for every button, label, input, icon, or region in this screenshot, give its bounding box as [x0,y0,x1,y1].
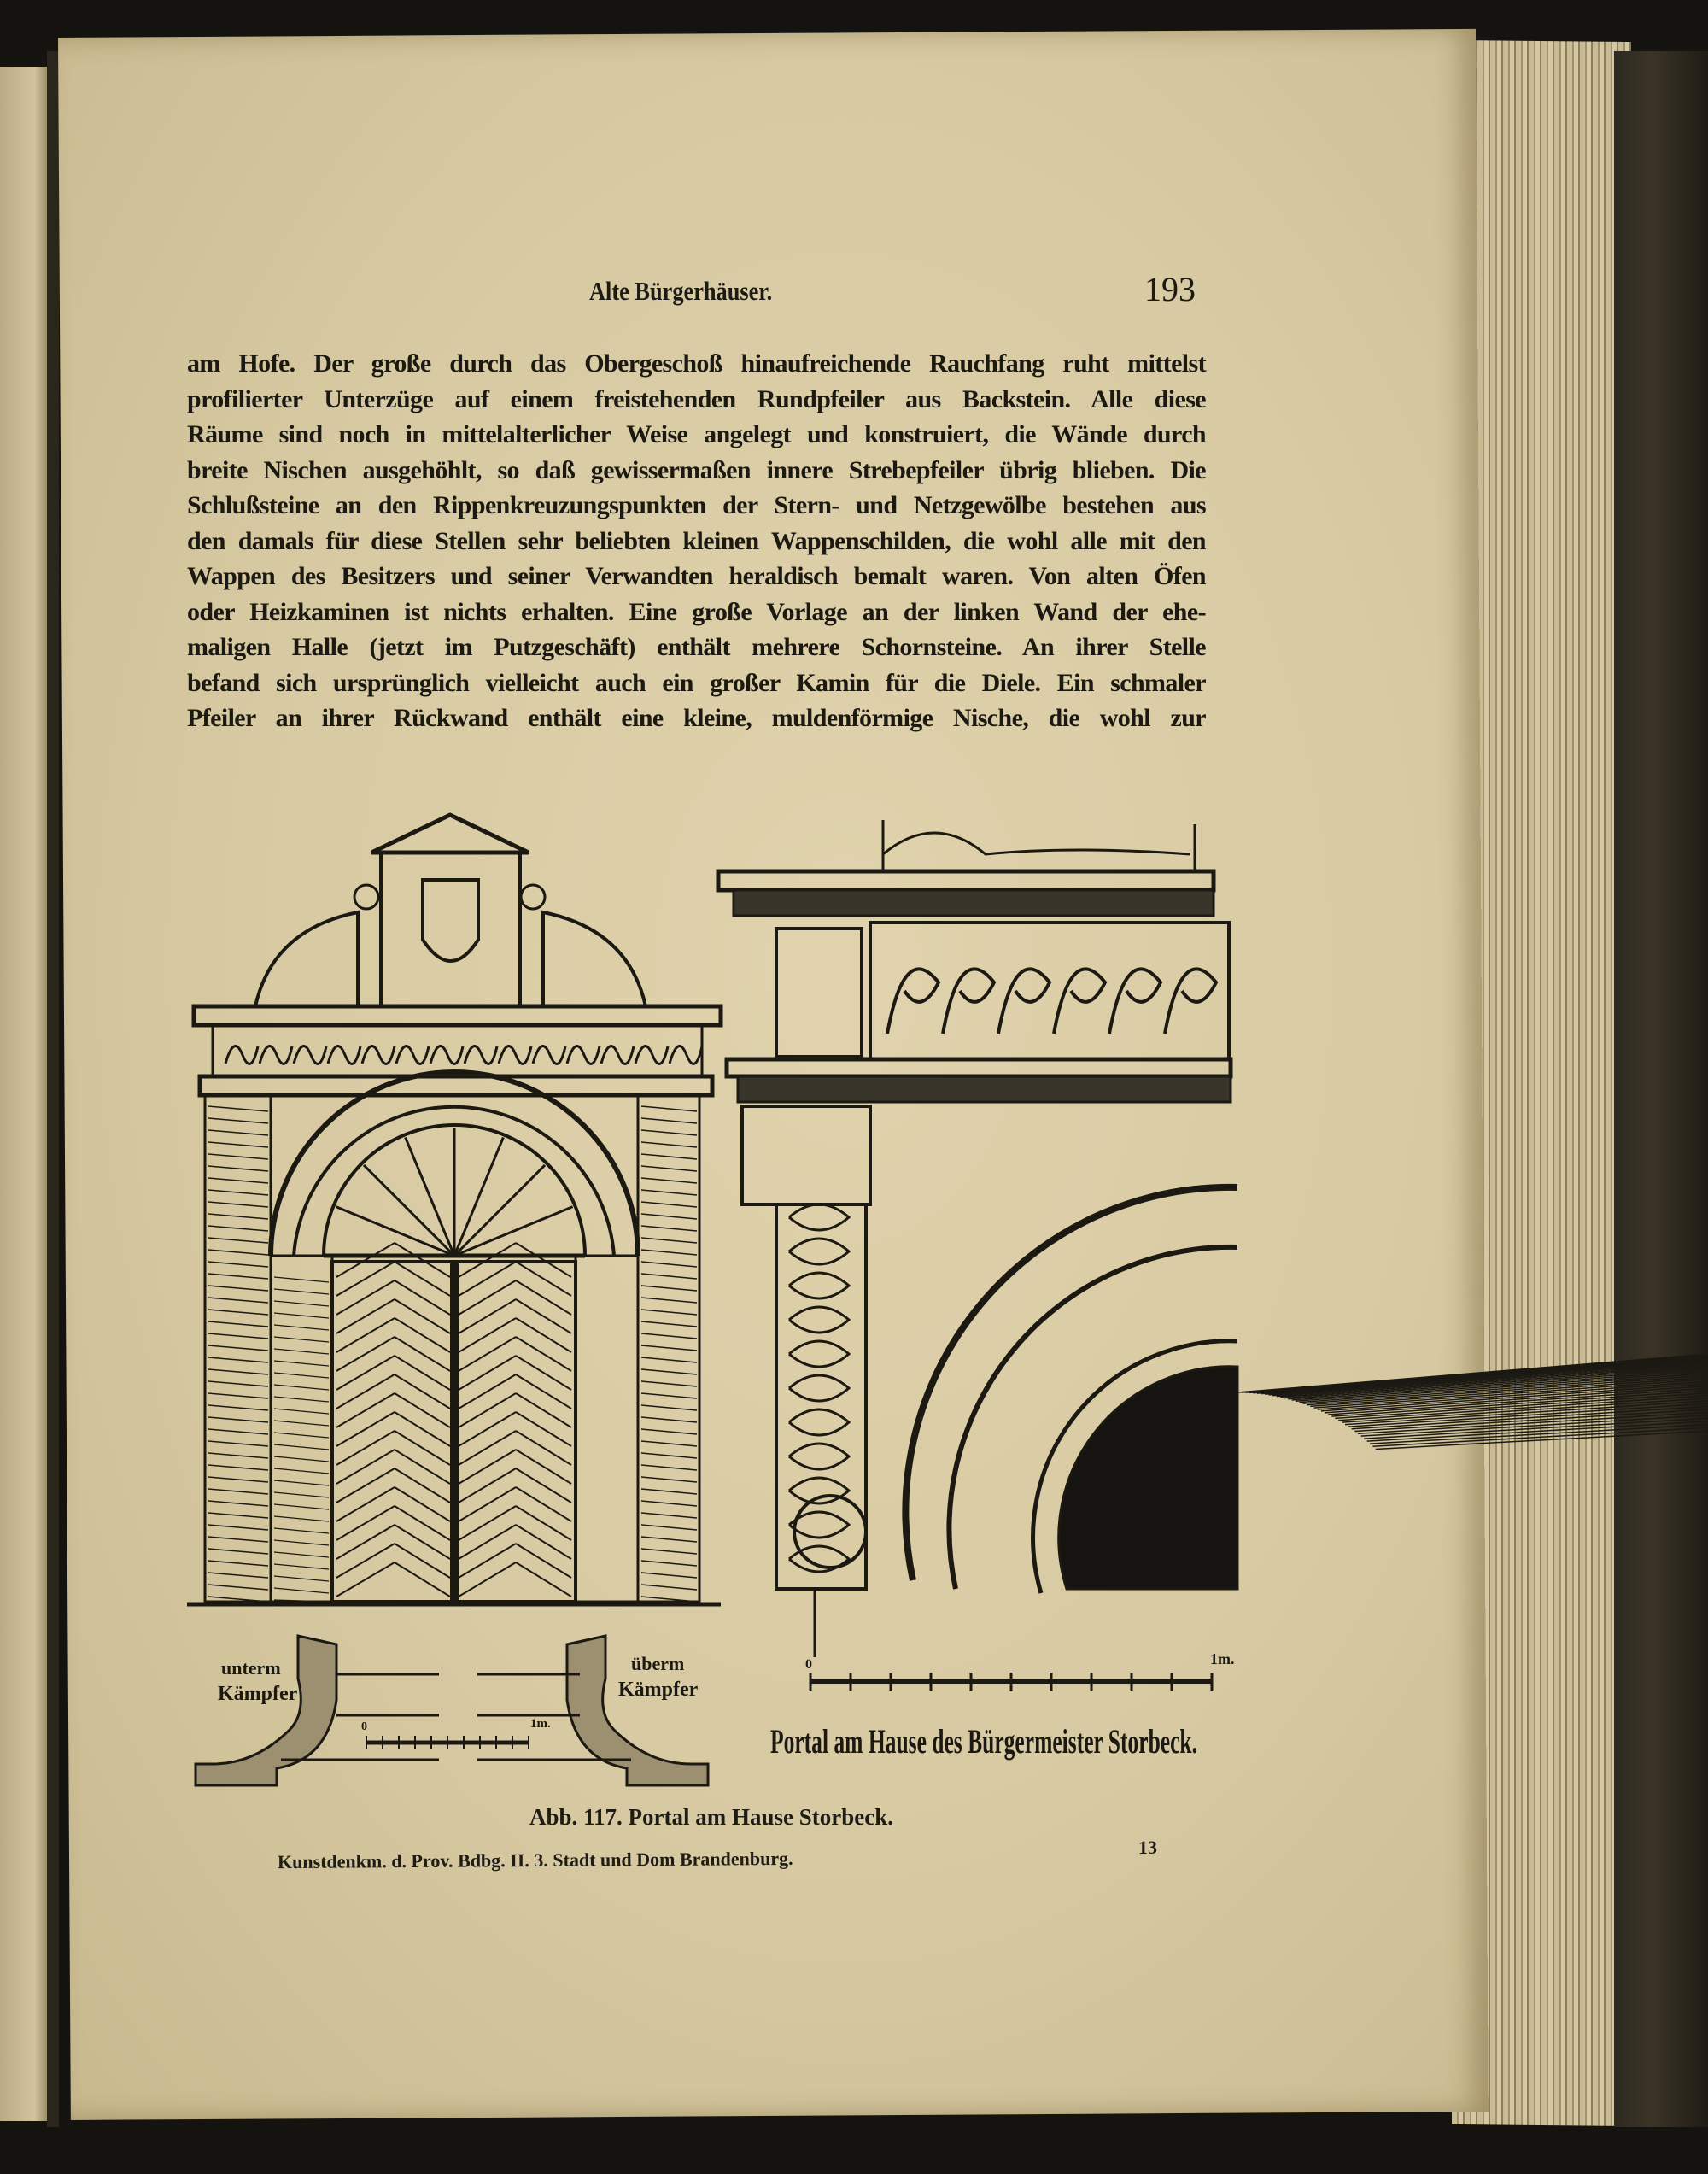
hatch-stroke [274,1516,329,1521]
hatch-stroke [336,1262,395,1296]
hatch-stroke [274,1468,329,1474]
portal-inscription: Portal am Hause des Bürgermeister Storbeck. [770,1722,1197,1761]
hatch-stroke [274,1409,329,1414]
hatch-stroke [641,1333,697,1339]
hatch-stroke [274,1325,329,1330]
hatch-stroke [274,1337,329,1342]
hatch-stroke [516,1525,571,1559]
hatch-stroke [208,1310,268,1315]
hatch-stroke [459,1487,516,1521]
text-line: profilierter Unterzüge auf einem freistehenden Rundpfeiler aus Backstein. Alle diese [187,384,1206,413]
hatch-stroke [208,1489,268,1494]
hatch-stroke [208,1549,268,1554]
hatch-stroke [641,1585,697,1590]
scale-large-zero: 0 [805,1657,812,1672]
hatch-stroke [336,1506,395,1540]
hatch-stroke [641,1130,697,1135]
hatch-stroke [395,1450,450,1484]
hatch-stroke [208,1130,268,1135]
hatch-stroke [208,1202,268,1207]
hatch-stroke [336,1544,395,1578]
hatch-stroke [641,1513,697,1518]
footer-source: Kunstdenkm. d. Prov. Bdbg. II. 3. Stadt und Dom Brandenburg. [277,1847,793,1873]
scale-small-zero: 0 [361,1720,367,1733]
hatch-stroke [208,1321,268,1327]
hatch-stroke [208,1214,268,1219]
hatch-stroke [274,1480,329,1485]
hatch-stroke [336,1337,395,1371]
hatch-stroke [336,1487,395,1521]
hatch-stroke [459,1318,516,1352]
hatch-stroke [208,1106,268,1111]
label-kaempfer-left: Kämpfer [218,1683,298,1705]
hatch-stroke [336,1412,395,1446]
hatch-stroke [516,1450,571,1484]
hatch-stroke [208,1477,268,1482]
text-line: maligen Halle (jetzt im Putzgeschäft) enthält mehrere Schornsteine. An ihrer Stelle [187,633,1206,661]
hatch-stroke [274,1540,329,1545]
hatch-stroke [641,1357,697,1362]
hatch-stroke [516,1299,571,1333]
hatch-stroke [208,1286,268,1291]
hatch-stroke [516,1412,571,1446]
hatch-stroke [395,1468,450,1503]
hatch-stroke [208,1238,268,1243]
hatch-stroke [641,1345,697,1351]
hatch-stroke [641,1405,697,1410]
hatch-stroke [274,1576,329,1581]
hatch-stroke [274,1385,329,1390]
hatch-stroke [641,1274,697,1279]
hatch-stroke [516,1393,571,1427]
hatch-stroke [459,1356,516,1390]
hatch-stroke [641,1477,697,1482]
hatch-stroke [336,1280,395,1315]
hatch-stroke [208,1417,268,1422]
hatch-stroke [641,1537,697,1542]
hatch-stroke [459,1506,516,1540]
hatch-stroke [208,1585,268,1590]
text-line: befand sich ursprünglich vielleicht auch ein großer Kamin für die Diele. Ein schmaler [187,668,1206,697]
scale-large-unit: 1m. [1210,1650,1235,1667]
hatch-stroke [641,1381,697,1386]
hatch-stroke [274,1433,329,1438]
hatch-stroke [336,1431,395,1465]
hatch-stroke [208,1429,268,1434]
hatch-stroke [336,1374,395,1409]
hatch-stroke [274,1313,329,1318]
hatch-stroke [516,1487,571,1521]
text-line: am Hofe. Der große durch das Obergeschoß hinaufreichende Rauchfang ruht mittelst [187,349,1206,378]
hatch-stroke [274,1492,329,1497]
hatch-stroke [274,1421,329,1426]
hatch-stroke [208,1501,268,1506]
hatch-stroke [459,1431,516,1465]
text-line: Räume sind noch in mittelalterlicher Weise angelegt und konstruiert, die Wände durch [187,420,1206,448]
label-ueberm: überm [631,1653,685,1674]
hatch-stroke [641,1262,697,1267]
hatch-stroke [641,1202,697,1207]
hatch-stroke [274,1504,329,1509]
hatch-stroke [395,1374,450,1409]
hatch-stroke [395,1544,450,1578]
hatch-stroke [336,1562,395,1597]
left-portal-elevation [187,815,721,1604]
hatch-stroke [208,1357,268,1362]
scale-small-unit: 1m. [530,1717,551,1731]
hatch-stroke [208,1250,268,1255]
hatch-stroke [395,1318,450,1352]
hatch-stroke [208,1333,268,1339]
hatch-stroke [459,1393,516,1427]
hatch-stroke [459,1412,516,1446]
hatch-stroke [516,1468,571,1503]
hatch-stroke [641,1310,697,1315]
hatch-stroke [641,1573,697,1578]
hatch-stroke [208,1561,268,1566]
hatch-stroke [516,1280,571,1315]
hatch-stroke [641,1298,697,1303]
book-gutter [47,51,59,2127]
hatch-stroke [336,1525,395,1559]
hatch-stroke [459,1280,516,1315]
hatch-stroke [459,1544,516,1578]
hatch-stroke [274,1289,329,1294]
hatch-stroke [274,1397,329,1402]
book-cover [1614,51,1708,2127]
hatch-stroke [641,1250,697,1255]
hatch-stroke [641,1238,697,1243]
hatch-stroke [274,1349,329,1354]
hatch-stroke [274,1361,329,1366]
hatch-stroke [516,1356,571,1390]
hatch-stroke [395,1262,450,1296]
hatch-stroke [208,1465,268,1470]
hatch-stroke [395,1393,450,1427]
text-line: Pfeiler an ihrer Rückwand enthält eine kleine, muldenförmige Nische, die wohl zur [187,704,1206,732]
hatch-stroke [459,1450,516,1484]
left-page-edge [0,67,50,2121]
hatch-stroke [274,1456,329,1462]
hatch-stroke [208,1274,268,1279]
hatch-stroke [641,1441,697,1446]
hatch-stroke [641,1393,697,1398]
hatch-stroke [641,1286,697,1291]
hatch-stroke [395,1487,450,1521]
hatch-stroke [641,1142,697,1147]
hatch-stroke [459,1525,516,1559]
hatch-stroke [516,1318,571,1352]
hatch-stroke [274,1373,329,1378]
hatch-stroke [516,1262,571,1296]
hatch-stroke [641,1321,697,1327]
hatch-stroke [516,1431,571,1465]
hatch-stroke [208,1513,268,1518]
hatch-stroke [274,1552,329,1557]
body-text [187,346,1206,736]
hatch-stroke [395,1525,450,1559]
hatch-stroke [274,1564,329,1569]
hatch-stroke [641,1166,697,1171]
hatch-stroke [208,1142,268,1147]
text-line: Schlußsteine an den Rippenkreuzungspunkten der Stern- und Netzgewölbe bestehen aus [187,491,1206,519]
hatch-stroke [274,1588,329,1593]
hatch-stroke [208,1525,268,1530]
hatch-stroke [641,1417,697,1422]
hatch-stroke [516,1337,571,1371]
hatch-stroke [641,1453,697,1458]
hatch-stroke [336,1468,395,1503]
hatch-stroke [395,1299,450,1333]
hatch-stroke [395,1337,450,1371]
hatch-stroke [641,1106,697,1111]
running-header-title: Alte Bürgerhäuser. [589,276,773,306]
hatch-stroke [395,1356,450,1390]
portal-illustration [187,812,1246,1785]
hatch-stroke [641,1214,697,1219]
hatch-stroke [208,1573,268,1578]
hatch-stroke [208,1154,268,1159]
hatch-stroke [208,1381,268,1386]
hatch-stroke [274,1528,329,1533]
hatch-stroke [641,1549,697,1554]
page-number: 193 [1144,270,1196,308]
hatch-stroke [459,1299,516,1333]
hatch-stroke [336,1318,395,1352]
hatch-stroke [454,1165,545,1256]
hatch-stroke [336,1393,395,1427]
figure-caption: Abb. 117. Portal am Hause Storbeck. [529,1804,894,1830]
hatch-stroke [641,1525,697,1530]
hatch-stroke [516,1374,571,1409]
hatch-stroke [395,1431,450,1465]
hatch-stroke [336,1356,395,1390]
hatch-stroke [395,1506,450,1540]
hatch-stroke [336,1450,395,1484]
label-kaempfer-right: Kämpfer [618,1679,699,1701]
text-line: oder Heizkaminen ist nichts erhalten. Eine große Vorlage an der linken Wand der ehe- [187,597,1206,626]
hatch-stroke [395,1280,450,1315]
hatch-stroke [395,1562,450,1597]
hatch-stroke [641,1501,697,1506]
signature-mark: 13 [1138,1837,1157,1858]
hatch-stroke [208,1298,268,1303]
hatch-stroke [459,1374,516,1409]
hatch-stroke [274,1277,329,1282]
hatch-stroke [516,1506,571,1540]
text-line: breite Nischen ausgehöhlt, so daß gewissermaßen innere Strebepfeiler übrig blieben. Die [187,455,1206,484]
hatch-stroke [208,1453,268,1458]
hatch-stroke [641,1429,697,1434]
text-line: Wappen des Besitzers und seiner Verwandten heraldisch bemalt waren. Von alten Öfen [187,562,1206,590]
hatch-stroke [208,1166,268,1171]
hatch-stroke [516,1562,571,1597]
hatch-stroke [208,1345,268,1351]
hatch-stroke [641,1561,697,1566]
hatch-stroke [641,1465,697,1470]
hatch-stroke [459,1562,516,1597]
hatch-stroke [641,1226,697,1231]
hatch-stroke [208,1262,268,1267]
hatch-stroke [641,1369,697,1374]
hatch-stroke [274,1444,329,1450]
hatch-stroke [208,1405,268,1410]
hatch-stroke [208,1393,268,1398]
hatch-stroke [208,1226,268,1231]
hatch-stroke [208,1441,268,1446]
hatch-stroke [641,1178,697,1183]
hatch-stroke [516,1544,571,1578]
hatch-stroke [459,1262,516,1296]
hatch-stroke [459,1337,516,1371]
hatch-stroke [274,1301,329,1306]
hatch-stroke [641,1489,697,1494]
hatch-stroke [208,1178,268,1183]
hatch-stroke [208,1537,268,1542]
hatch-stroke [641,1118,697,1123]
hatch-stroke [208,1369,268,1374]
hatch-stroke [641,1190,697,1195]
label-unterm: unterm [221,1657,281,1679]
hatch-stroke [336,1299,395,1333]
hatch-stroke [459,1468,516,1503]
hatch-stroke [641,1154,697,1159]
hatch-stroke [364,1165,454,1256]
text-line: den damals für diese Stellen sehr beliebten kleinen Wappenschilden, die wohl alle mit den [187,526,1206,555]
hatch-stroke [395,1412,450,1446]
hatch-stroke [208,1118,268,1123]
hatch-stroke [208,1190,268,1195]
